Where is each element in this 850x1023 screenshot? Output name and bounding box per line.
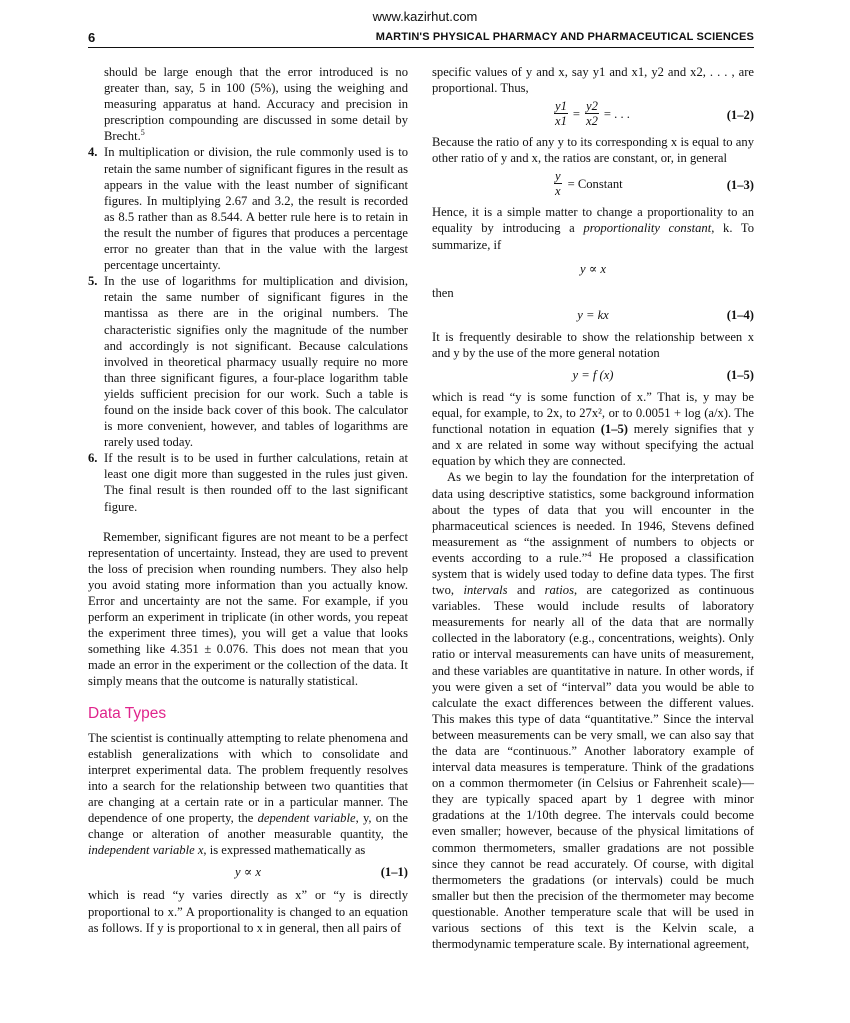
footnote-ref: 4	[587, 549, 592, 559]
paragraph: which is read “y is some function of x.” That is, y may be equal, for example, to 2x, to 27x², or to 0.0051 + log (a/x). The functional notation in equation (1–5) merely signifies that y and x are related in some way without specifying the actual equation by which they are connected.	[432, 389, 755, 469]
right-column	[432, 64, 754, 952]
equation-1-4: y = kx (1–4)	[577, 307, 754, 322]
paragraph: then	[432, 285, 454, 300]
list-item: 5. In the use of logarithms for multiplication and division, retain the same number of significant figures in the mantissa as there are in the original numbers. The characteristic signifies only the magnitude of the number and accordingly is not significant. Because calculations involved in theoretical pharmacy usually require no more than three significant figures, a four-place logarithm table yields sufficient precision for our work. Such a table is found on the inside back cover of this book. The calculator is more convenient, however, and tables of logarithms are rarely used today.	[88, 274, 408, 450]
running-title: MARTIN'S PHYSICAL PHARMACY AND PHARMACEUTICAL SCIENCES	[375, 31, 754, 43]
intro-paragraph: should be large enough that the error introduced is no greater than, say, 5 in 100 (5%), using the weighing and measuring apparatus at hand. Accuracy and precision in prescription compounding are discussed in some detail by Brecht.$^5$	[104, 65, 408, 144]
site-url[interactable]: www.kazirhut.com	[372, 9, 478, 24]
remember-paragraph: Remember, significant figures are not meant to be a perfect representation of uncertainty. Instead, they are used to prevent the loss of precision when rounding numbers. They also help you avoid stating more information than you actually know. Error and uncertainty are not the same. For example, if you perform an experiment in triplicate (in other words, you repeat the experiment three times), you will get a value that looks something like 4.351 ± 0.076. This does not mean that you made an error in the experiment or the collection of the data. It simply means that the outcome is naturally statistical.	[88, 529, 408, 689]
section-heading: Data Types	[88, 704, 167, 722]
data-types-paragraph: The scientist is continually attempting to relate phenomena and establish generalizations with which to consolidate and interpret experimental data. The problem frequently resolves into a search for the relationship between two quantities that are changing at a certain rate or in a particular manner. The dependence of one property, the dependent variable, y, on the change or alteration of another measurable quantity, the independent variable x, is expressed mathematically as	[88, 730, 409, 858]
running-header	[88, 30, 754, 48]
paragraph: Hence, it is a simple matter to change a proportionality to an equality by introducing a proportionality constant, k. To summarize, if	[432, 205, 755, 252]
page-number: 6	[88, 30, 96, 45]
paragraph: It is frequently desirable to show the relationship between x and y by the use of the more general notation	[432, 329, 754, 360]
equation-1-1: y ∝ x (1–1)	[235, 865, 408, 880]
paragraph: specific values of y and x, say y1 and x1, y2 and x2, . . . , are proportional. Thus,	[432, 65, 754, 96]
equation-1-2: $\frac{y1}{x1}$ = $\frac{y2}{x2}$ = . . . (1–2)	[555, 99, 754, 129]
list-item: 6. If the result is to be used in further calculations, retain at least one digit more than suggested in the rules just given. The final result is then rounded off to the last significant figure.	[88, 451, 408, 514]
equation-1-3: $\frac{y}{x}$ = Constant (1–3)	[555, 169, 754, 199]
paragraph: which is read “y varies directly as x” or “y is directly proportional to x.” A proportionality is changed to an equation as follows. If y is proportional to x in general, then all pairs of	[88, 888, 408, 935]
list-item: 4. In multiplication or division, the rule commonly used is to retain the same number of significant figures in the result as appears in the value with the least number of significant figures. In multiplying 2.67 and 3.2, the result is recorded as 8.5 rather than as 8.544. A better rule here is to retain in the result the number of figures that produces a percentage error no greater than that in the value with the largest percentage uncertainty.	[88, 145, 408, 273]
equation-proportional: y ∝ x	[580, 261, 606, 276]
paragraph: As we begin to lay the foundation for the interpretation of data using descriptive statistics, some background information about the types of data that you will encounter in the pharmaceutical sciences is needed. In 1946, Stevens defined measurement as “the assignment of numbers to objects or events according to a rule.”$^4$ He proposed a classification system that is widely used today to define data types. The first two, intervals and ratios, are categorized as continuous variables. These would include results of laboratory measurements for nearly all of the data that are normally collected in the laboratory (e.g., concentrations, weights). Only ratio or interval measurements can have units of measurement, and these variables are quantitative in nature. In other words, if you were given a set of “interval” data you would be able to calculate the exact differences between the different values. This makes this type of data “quantitative.” Since the interval between measurements can be very small, we can also say that the data are “continuous.” Another laboratory example of interval data measures is temperature. Think of the gradations on a common thermometer (in Celsius or Fahrenheit scale)—they are typically spaced apart by 1 degree with minor gradations at the 1/10th degree. The intervals could become even smaller; however, because of the physical limitations of common thermometers, smaller gradations are not possible since they cannot be read accurately. Of course, with digital thermometers the gradations (or intervals) could be much smaller but then the precision of the thermometer may become questionable. Another temperature scale that will be used in various sections of this text is the Kelvin scale, a thermodynamic temperature scale. By international agreement,	[432, 470, 755, 952]
left-column	[88, 64, 408, 936]
paragraph: Because the ratio of any y to its corresponding x is equal to any other ratio of y and x, the ratios are constant, or, in general	[432, 135, 754, 166]
equation-ref[interactable]: (1–5)	[600, 422, 628, 437]
footnote-ref: 5	[140, 128, 145, 138]
equation-1-5: y = f (x) (1–5)	[572, 367, 754, 382]
